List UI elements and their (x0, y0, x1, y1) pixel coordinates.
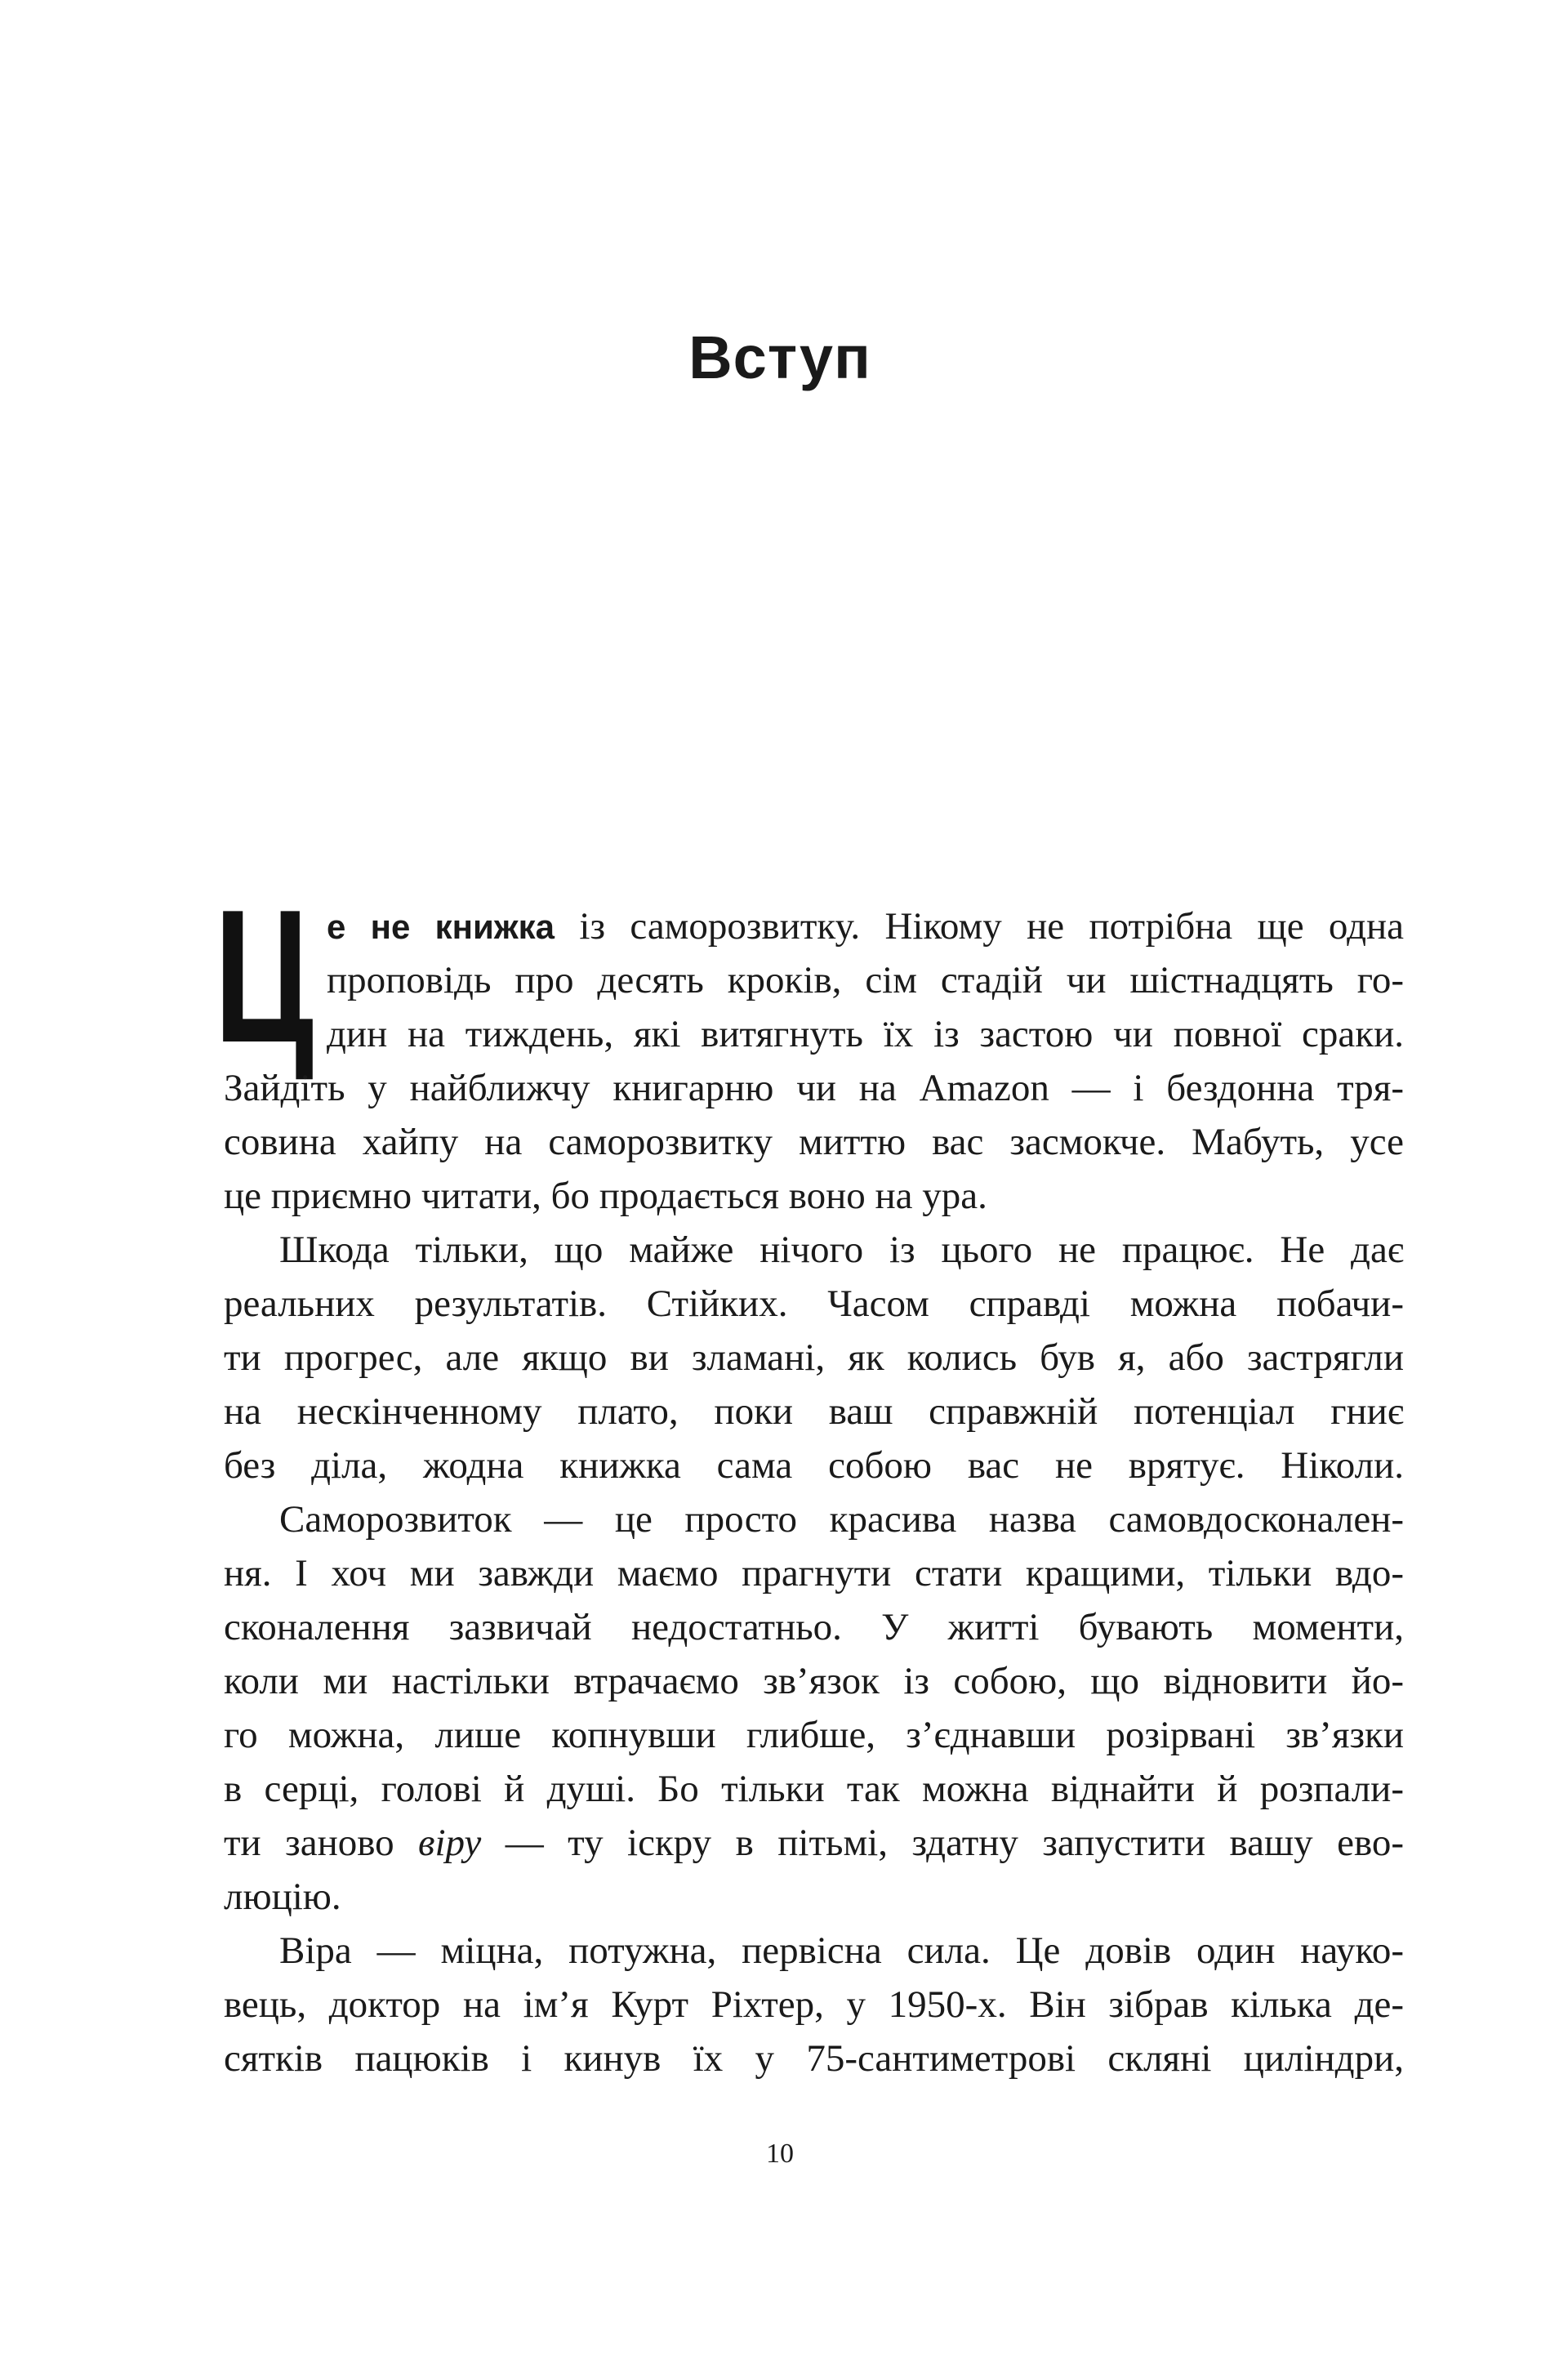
text-line: Віра — міцна, потужна, первісна сила. Це довів один науко- (279, 1929, 1404, 1972)
drop-cap: Ц (214, 871, 314, 1082)
text-line: люцію. (224, 1876, 341, 1918)
text-line: проповідь про десять кроків, сім стадій чи шістнадцять го- (327, 959, 1404, 1001)
text-line: коли ми настільки втрачаємо зв’язок із собою, що відновити йо- (224, 1660, 1404, 1702)
text-line: ти прогрес, але якщо ви зламані, як колись був я, або застрягли (224, 1336, 1404, 1379)
text-line: сятків пацюків і кинув їх у 75-сантиметрові скляні циліндри, (224, 2037, 1404, 2080)
text-line: без діла, жодна книжка сама собою вас не врятує. Ніколи. (224, 1444, 1404, 1487)
text-line: Шкода тільки, що майже нічого із цього не працює. Не дає (279, 1229, 1404, 1271)
text-span: із саморозвитку. Нікому не потрібна ще одна (555, 905, 1404, 948)
text-line: Зайдіть у найближчу книгарню чи на Amazon — і бездонна тря- (224, 1067, 1404, 1109)
text-line: Саморозвиток — це просто красива назва самовдосконален- (279, 1498, 1404, 1541)
text-line: це приємно читати, бо продається воно на ура. (224, 1175, 987, 1217)
text-line: в серці, голові й душі. Бо тільки так можна віднайти й розпали- (224, 1768, 1404, 1810)
text-line: реальних результатів. Стійких. Часом справді можна побачи- (224, 1282, 1404, 1325)
text-span: — ту іскру в пітьмі, здатну запустити вашу ево- (481, 1822, 1404, 1864)
text-line: дин на тиждень, які витягнуть їх із застою чи повної сраки. (327, 1013, 1404, 1055)
text-span: ти заново (224, 1822, 419, 1864)
body-text (224, 899, 1404, 2085)
chapter-title: Вступ (688, 323, 871, 391)
bold-lead-in: е не книжка (327, 908, 555, 946)
text-line: ня. І хоч ми завжди маємо прагнути стати кращими, тільки вдо- (224, 1552, 1404, 1595)
page-number: 10 (766, 2139, 794, 2169)
text-line: сконалення зазвичай недостатньо. У житті бувають моменти, (224, 1606, 1404, 1648)
text-line: го можна, лише копнувши глибше, з’єднавши розірвані зв’язки (224, 1714, 1404, 1756)
text-line: на нескінченному плато, поки ваш справжній потенціал гниє (224, 1390, 1404, 1433)
text-line: вець, доктор на ім’я Курт Ріхтер, у 1950-х. Він зібрав кілька де- (224, 1983, 1404, 2026)
text-line: совина хайпу на саморозвитку миттю вас засмокче. Мабуть, усе (224, 1121, 1404, 1163)
text-line (224, 1816, 1404, 1870)
italic-word: віру (418, 1822, 482, 1864)
text-line (224, 899, 1404, 953)
